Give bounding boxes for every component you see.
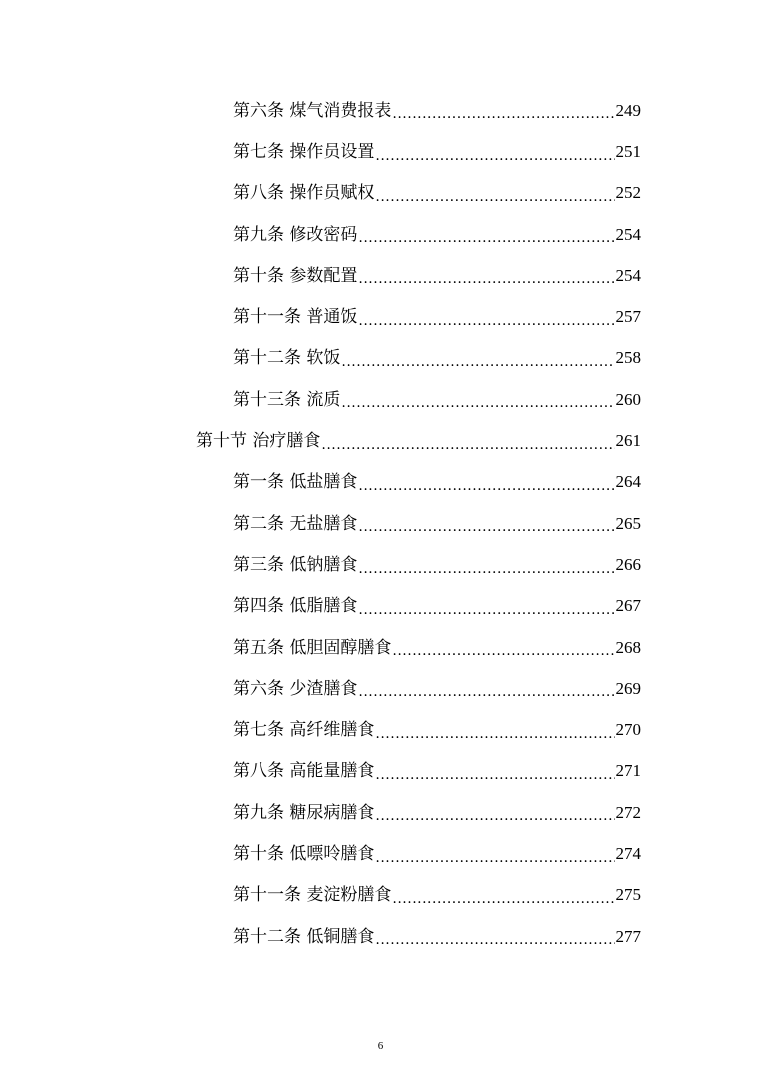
- toc-entry-page: 277: [615, 926, 641, 946]
- toc-entry-page: 258: [615, 348, 641, 368]
- toc-entry[interactable]: [0, 544, 641, 585]
- toc-dot-leader: [358, 275, 614, 296]
- toc-entry-page: 252: [615, 183, 641, 203]
- toc-dot-leader: [375, 193, 614, 214]
- toc-dot-leader: [375, 854, 614, 875]
- toc-entry-page: 266: [615, 554, 641, 574]
- toc-entry-page: 254: [615, 224, 641, 244]
- toc-entry[interactable]: [0, 214, 641, 255]
- toc-entry-title: 第七条 高纤维膳食: [233, 720, 375, 741]
- toc-entry-page: 268: [615, 637, 641, 657]
- toc-entry-page: 269: [615, 678, 641, 698]
- toc-entry-page: 251: [615, 141, 641, 161]
- toc-entry-page: 271: [615, 761, 641, 781]
- toc-entry-title: 第六条 少渣膳食: [233, 678, 358, 699]
- toc-entry[interactable]: [0, 90, 641, 131]
- toc-dot-leader: [358, 523, 614, 544]
- toc-entry-page: 272: [615, 802, 641, 822]
- toc-entry-title: 第三条 低钠膳食: [233, 554, 358, 575]
- toc-entry[interactable]: [0, 379, 641, 420]
- toc-entry-title: 第一条 低盐膳食: [233, 472, 358, 493]
- toc-entry[interactable]: [0, 875, 641, 916]
- toc-entry-title: 第八条 高能量膳食: [233, 761, 375, 782]
- toc-entry[interactable]: [0, 586, 641, 627]
- toc-entry-title: 第五条 低胆固醇膳食: [233, 637, 392, 658]
- toc-dot-leader: [358, 606, 614, 627]
- toc-entry-title: 第十三条 流质: [233, 389, 341, 410]
- toc-entry[interactable]: [0, 916, 641, 957]
- toc-entry[interactable]: [0, 627, 641, 668]
- toc-entry-title: 第十二条 软饭: [233, 348, 341, 369]
- toc-entry-page: 261: [615, 431, 641, 451]
- toc-dot-leader: [341, 358, 614, 379]
- toc-dot-leader: [375, 730, 614, 751]
- toc-entry[interactable]: [0, 833, 641, 874]
- toc-dot-leader: [375, 771, 614, 792]
- toc-entry-title: 第十一条 麦淀粉膳食: [233, 885, 392, 906]
- toc-entry-page: 265: [615, 513, 641, 533]
- toc-entry-title: 第十节 治疗膳食: [196, 431, 321, 452]
- toc-entry-title: 第九条 糖尿病膳食: [233, 802, 375, 823]
- toc-dot-leader: [358, 482, 614, 503]
- toc-section-entry[interactable]: [0, 420, 641, 461]
- toc-entry[interactable]: [0, 173, 641, 214]
- toc-dot-leader: [375, 812, 614, 833]
- toc-entry-page: 249: [615, 100, 641, 120]
- toc-entry-title: 第十条 低嘌呤膳食: [233, 843, 375, 864]
- toc-entry-page: 270: [615, 720, 641, 740]
- toc-entry[interactable]: [0, 503, 641, 544]
- table-of-contents: [0, 90, 761, 957]
- toc-dot-leader: [341, 399, 614, 420]
- page-number: 6: [377, 1040, 384, 1052]
- toc-entry[interactable]: [0, 668, 641, 709]
- toc-entry-title: 第九条 修改密码: [233, 224, 358, 245]
- toc-entry[interactable]: [0, 255, 641, 296]
- toc-entry-title: 第二条 无盐膳食: [233, 513, 358, 534]
- toc-entry[interactable]: [0, 462, 641, 503]
- toc-dot-leader: [392, 647, 614, 668]
- toc-entry-page: 275: [615, 885, 641, 905]
- toc-entry-title: 第七条 操作员设置: [233, 141, 375, 162]
- toc-entry-title: 第十二条 低铜膳食: [233, 926, 375, 947]
- toc-entry-page: 267: [615, 596, 641, 616]
- toc-dot-leader: [358, 565, 614, 586]
- toc-dot-leader: [392, 110, 614, 131]
- toc-entry-page: 260: [615, 389, 641, 409]
- toc-entry[interactable]: [0, 338, 641, 379]
- toc-dot-leader: [358, 234, 614, 255]
- toc-dot-leader: [375, 152, 614, 173]
- toc-entry[interactable]: [0, 131, 641, 172]
- toc-entry[interactable]: [0, 296, 641, 337]
- toc-entry-title: 第十条 参数配置: [233, 265, 358, 286]
- toc-entry-title: 第八条 操作员赋权: [233, 183, 375, 204]
- toc-dot-leader: [358, 317, 614, 338]
- toc-dot-leader: [375, 936, 614, 957]
- toc-dot-leader: [392, 895, 614, 916]
- toc-dot-leader: [321, 441, 614, 462]
- toc-entry-page: 254: [615, 265, 641, 285]
- toc-entry[interactable]: [0, 751, 641, 792]
- toc-entry[interactable]: [0, 792, 641, 833]
- toc-entry-title: 第六条 煤气消费报表: [233, 100, 392, 121]
- toc-dot-leader: [358, 688, 614, 709]
- toc-entry[interactable]: [0, 709, 641, 750]
- toc-entry-page: 264: [615, 472, 641, 492]
- toc-entry-page: 274: [615, 843, 641, 863]
- toc-entry-title: 第四条 低脂膳食: [233, 596, 358, 617]
- toc-entry-page: 257: [615, 307, 641, 327]
- toc-entry-title: 第十一条 普通饭: [233, 307, 358, 328]
